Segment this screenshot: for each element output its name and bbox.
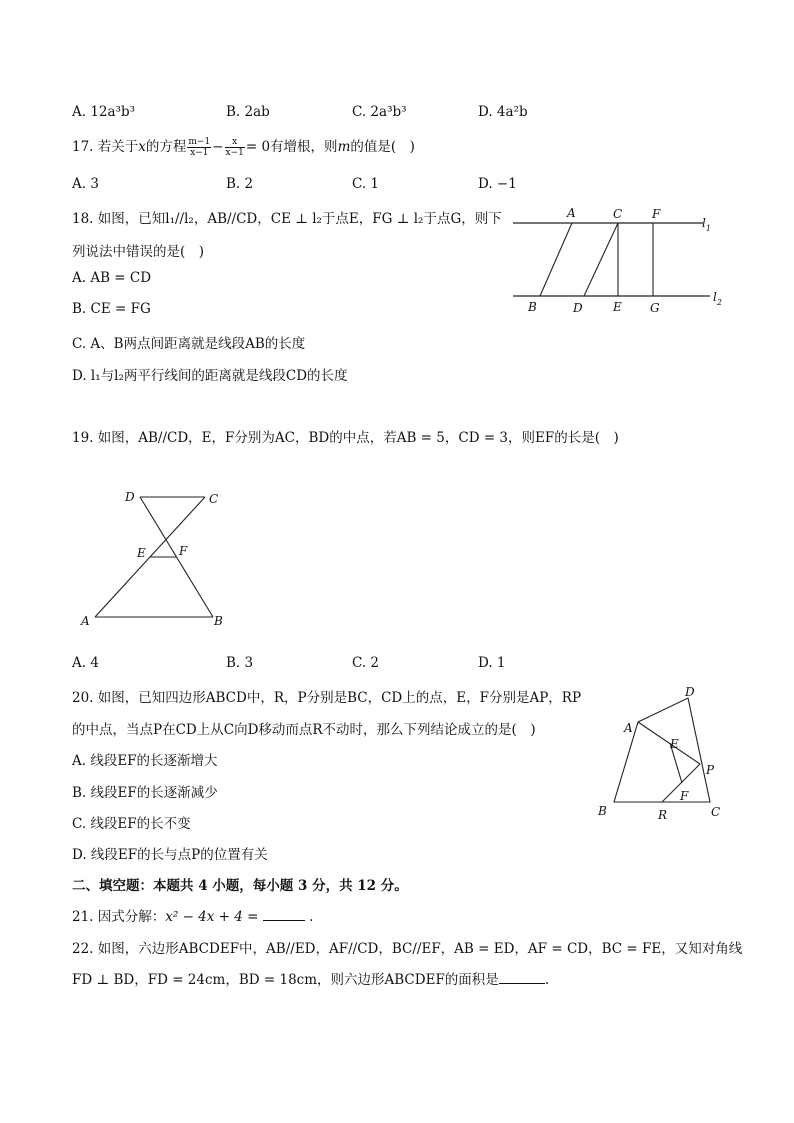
q17-option-d: D. −1 bbox=[478, 176, 517, 192]
q17-frac1-num: m−1 bbox=[188, 137, 211, 147]
q20-stem-line2: 的中点，当点P在CD上从C向D移动而点R不动时，那么下列结论成立的是( ) bbox=[72, 722, 536, 738]
q17-option-a: A. 3 bbox=[72, 176, 99, 192]
q20-quadrilateral-abcd bbox=[614, 698, 710, 802]
q18-segment-cd bbox=[584, 223, 618, 296]
q21-expression: x² − 4x + 4 = bbox=[165, 909, 259, 925]
q20-label-r: R bbox=[658, 808, 668, 822]
q19-option-a: A. 4 bbox=[72, 655, 99, 671]
q18-stem-line1: 18. 如图，已知l₁//l₂，AB//CD，CE ⊥ l₂于点E，FG ⊥ l₂于点G，则下 bbox=[72, 211, 502, 227]
q18-figure bbox=[505, 200, 735, 320]
q16-option-d: D. 4a²b bbox=[478, 104, 528, 120]
q18-label-b: B bbox=[528, 300, 537, 314]
q20-option-a: A. 线段EF的长逐渐增大 bbox=[72, 753, 218, 769]
q20-figure bbox=[590, 682, 730, 822]
q22-answer-blank[interactable] bbox=[499, 971, 545, 984]
q20-label-b: B bbox=[598, 804, 607, 818]
q17-option-c: C. 1 bbox=[352, 176, 380, 192]
q18-label-a: A bbox=[567, 206, 576, 220]
section2-heading: 二、填空题：本题共 4 小题，每小题 3 分，共 12 分。 bbox=[72, 878, 408, 894]
q20-option-b: B. 线段EF的长逐渐减少 bbox=[72, 785, 218, 801]
q17-frac1-den: x−1 bbox=[190, 148, 209, 158]
q20-option-c: C. 线段EF的长不变 bbox=[72, 816, 191, 832]
q20-label-f: F bbox=[680, 789, 689, 803]
q18-segment-ab bbox=[540, 223, 572, 296]
q18-label-c: C bbox=[613, 207, 623, 221]
q17-suffix: 的值是( ) bbox=[350, 139, 415, 155]
q17-fraction-1 bbox=[187, 137, 211, 158]
q18-option-d: D. l₁与l₂两平行线间的距离就是线段CD的长度 bbox=[72, 368, 348, 384]
q20-label-d: D bbox=[685, 685, 695, 699]
q17-option-b: B. 2 bbox=[226, 176, 254, 192]
q17-minus: − bbox=[212, 139, 224, 155]
q18-label-g: G bbox=[650, 301, 660, 315]
q17-stem bbox=[72, 134, 415, 160]
q20-label-e: E bbox=[670, 737, 679, 751]
q19-label-d: D bbox=[125, 490, 135, 504]
q18-option-a: A. AB = CD bbox=[72, 270, 152, 286]
q19-label-a: A bbox=[81, 614, 90, 628]
q20-stem-line1: 20. 如图，已知四边形ABCD中，R，P分别是BC，CD上的点，E，F分别是AP，RP bbox=[72, 690, 582, 706]
q17-frac2-num: x bbox=[225, 137, 245, 148]
q18-stem-line2: 列说法中错误的是( ) bbox=[72, 244, 205, 260]
q20-segment-ap bbox=[638, 722, 700, 764]
q22-stem-line2 bbox=[72, 968, 549, 988]
q19-label-b: B bbox=[214, 614, 223, 628]
q17-var-x: x bbox=[138, 139, 146, 155]
q19-option-c: C. 2 bbox=[352, 655, 380, 671]
q21-stem bbox=[72, 905, 313, 925]
q18-option-b: B. CE = FG bbox=[72, 301, 151, 317]
q17-prefix: 17. 若关于 bbox=[72, 139, 139, 155]
q18-label-l2: $l_2$ bbox=[713, 290, 722, 307]
q17-frac2-den: x−1 bbox=[225, 148, 244, 158]
q17-mid: 的方程 bbox=[145, 139, 187, 155]
q16-option-c: C. 2a³b³ bbox=[352, 104, 407, 120]
q18-label-l1: $l_1$ bbox=[702, 216, 711, 233]
q16-option-b: B. 2ab bbox=[226, 104, 270, 120]
q17-fraction-2 bbox=[225, 137, 245, 158]
q19-option-b: B. 3 bbox=[226, 655, 254, 671]
q19-stem: 19. 如图，AB//CD，E，F分别为AC，BD的中点，若AB = 5，CD = 3，则EF的长是( ) bbox=[72, 430, 619, 446]
q17-var-m: m bbox=[337, 139, 351, 155]
q22-line2-text: FD ⊥ BD，FD = 24cm，BD = 18cm，则六边形ABCDEF的面积是 bbox=[72, 972, 499, 988]
q19-label-e: E bbox=[137, 546, 146, 560]
q21-prefix: 21. 因式分解： bbox=[72, 909, 166, 925]
q18-label-d: D bbox=[573, 301, 583, 315]
q20-label-c: C bbox=[711, 805, 721, 819]
q20-option-d: D. 线段EF的长与点P的位置有关 bbox=[72, 847, 268, 863]
q21-suffix: . bbox=[309, 909, 314, 925]
q22-suffix: . bbox=[544, 972, 550, 988]
q22-stem-line1: 22. 如图，六边形ABCDEF中，AB//ED，AF//CD，BC//EF，AB = ED，AF = CD，BC = FE，又知对角线 bbox=[72, 941, 743, 957]
q21-answer-blank[interactable] bbox=[263, 908, 305, 921]
q19-figure bbox=[75, 485, 235, 635]
q19-label-f: F bbox=[179, 544, 188, 558]
q17-eq-tail: = 0有增根，则 bbox=[245, 139, 338, 155]
q18-label-e: E bbox=[613, 300, 622, 314]
q19-label-c: C bbox=[209, 492, 219, 506]
q18-label-f: F bbox=[652, 207, 661, 221]
q16-option-a: A. 12a³b³ bbox=[72, 104, 136, 120]
q20-label-a: A bbox=[624, 721, 633, 735]
q20-label-p: P bbox=[706, 763, 715, 777]
q18-option-c: C. A、B两点间距离就是线段AB的长度 bbox=[72, 336, 306, 352]
q19-option-d: D. 1 bbox=[478, 655, 506, 671]
